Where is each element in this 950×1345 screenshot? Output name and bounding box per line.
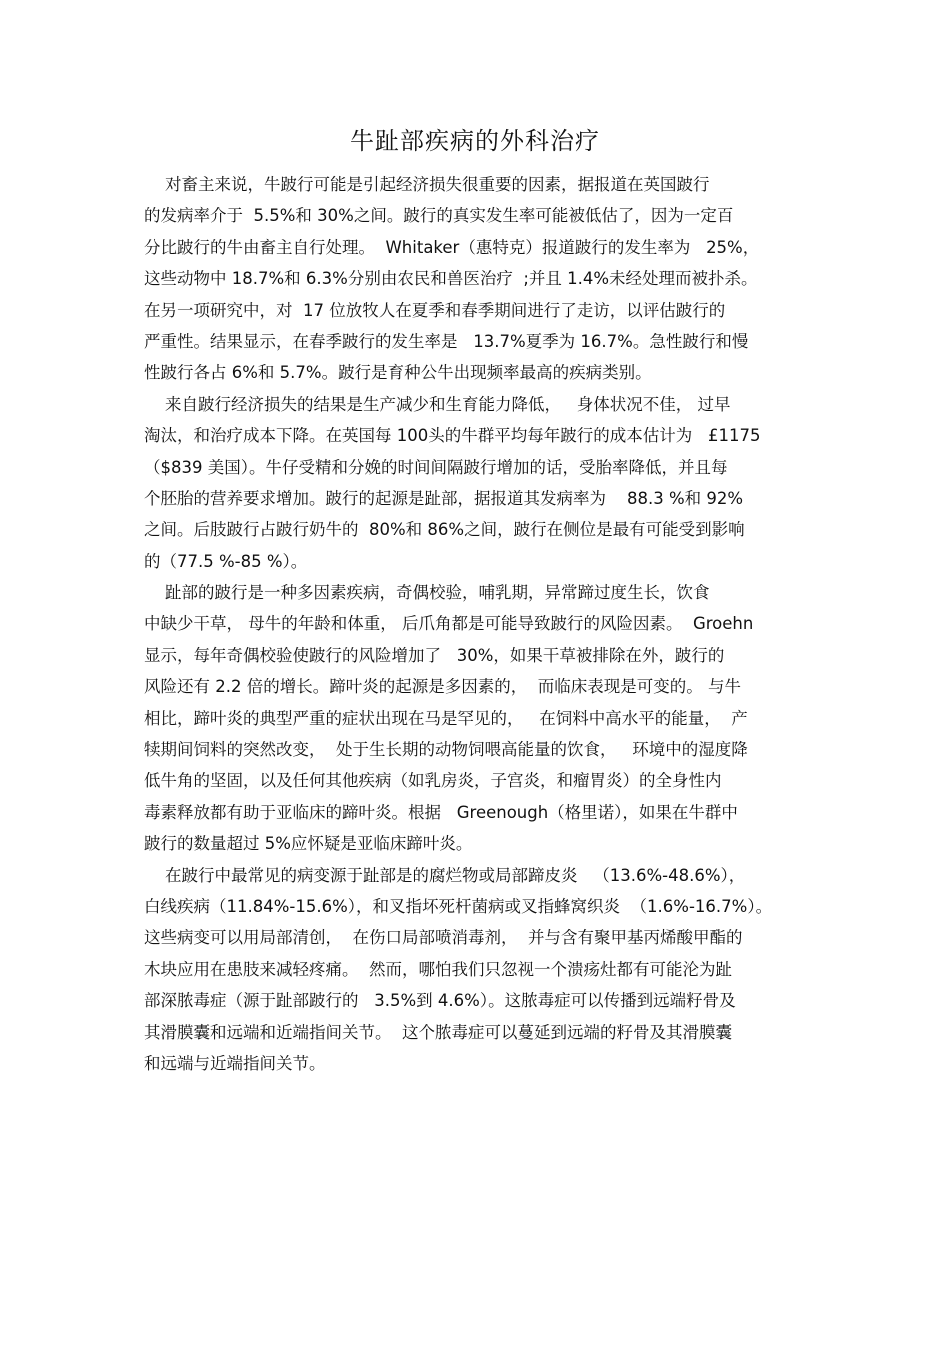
paragraph-3 [144, 577, 814, 860]
text-line: 性跛行各占 6%和 5.7%。跛行是育种公牛出现频率最高的疾病类别。 [144, 363, 652, 383]
text-line: 木块应用在患肢来减轻疼痛。 然而，哪怕我们只忽视一个溃疡灶都有可能沦为趾 [144, 959, 732, 979]
text-line: 个胚胎的营养要求增加。跛行的起源是趾部，据报道其发病率为 88.3 %和 92% [144, 488, 744, 508]
text-line: 毒素释放都有助于亚临床的蹄叶炎。根据 Greenough（格里诺），如果在牛群中 [144, 802, 738, 822]
text-line: 在另一项研究中，对 17 位放牧人在夏季和春季期间进行了走访，以评估跛行的 [144, 300, 726, 320]
text-line: 的（77.5 %-85 %）。 [144, 551, 308, 571]
paragraph-4 [144, 860, 814, 1080]
text-line: 跛行的数量超过 5%应怀疑是亚临床蹄叶炎。 [144, 834, 473, 854]
paragraph-2 [144, 389, 814, 577]
text-line: 来自跛行经济损失的结果是生产减少和生育能力降低， 身体状况不佳， 过早 [144, 394, 731, 414]
text-line: 对畜主来说，牛跛行可能是引起经济损失很重要的因素，据报道在英国跛行 [144, 175, 710, 194]
document-title: 牛趾部疾病的外科治疗 [350, 127, 600, 155]
text-line: 白线疾病（11.84%-15.6%），和叉指坏死杆菌病或叉指蜂窝织炎 （1.6%-16.7%）。 [144, 896, 773, 916]
text-line: 相比，蹄叶炎的典型严重的症状出现在马是罕见的， 在饲料中高水平的能量， 产 [144, 708, 748, 728]
text-line: 之间。后肢跛行占跛行奶牛的 80%和 86%之间，跛行在侧位是最有可能受到影响 [144, 520, 745, 540]
text-line: 其滑膜囊和远端和近端指间关节。 这个脓毒症可以蔓延到远端的籽骨及其滑膜囊 [144, 1022, 732, 1042]
text-line: 严重性。结果显示，在春季跛行的发生率是 13.7%夏季为 16.7%。急性跛行和慢 [144, 331, 749, 351]
document-body [144, 169, 814, 1079]
text-line: 的发病率介于 5.5%和 30%之间。跛行的真实发生率可能被低估了，因为一定百 [144, 206, 734, 226]
text-line: 中缺少干草， 母牛的年龄和体重， 后爪角都是可能导致跛行的风险因素。 Groehn [144, 614, 754, 634]
text-line: 淘汰，和治疗成本下降。在英国每 100头的牛群平均每年跛行的成本估计为 £1175 [144, 426, 761, 446]
text-line: 犊期间饲料的突然改变， 处于生长期的动物饲喂高能量的饮食， 环境中的湿度降 [144, 740, 748, 760]
text-line: （$839 美国）。牛仔受精和分娩的时间间隔跛行增加的话，受胎率降低，并且每 [144, 457, 728, 477]
text-line: 和远端与近端指间关节。 [144, 1053, 326, 1073]
paragraph-1 [144, 169, 814, 389]
text-line: 趾部的跛行是一种多因素疾病，奇偶校验，哺乳期，异常蹄过度生长，饮食 [144, 583, 710, 603]
text-line: 风险还有 2.2 倍的增长。蹄叶炎的起源是多因素的， 而临床表现是可变的。 与牛 [144, 677, 741, 697]
text-line: 分比跛行的牛由畜主自行处理。 Whitaker（惠特克）报道跛行的发生率为 25%， [144, 237, 760, 257]
text-line: 部深脓毒症（源于趾部跛行的 3.5%到 4.6%）。这脓毒症可以传播到远端籽骨及 [144, 991, 736, 1011]
text-line: 这些病变可以用局部清创， 在伤口局部喷消毒剂， 并与含有聚甲基丙烯酸甲酯的 [144, 928, 743, 948]
text-line: 低牛角的坚固，以及任何其他疾病（如乳房炎，子宫炎，和瘤胃炎）的全身性内 [144, 771, 722, 791]
text-line: 在跛行中最常见的病变源于趾部是的腐烂物或局部蹄皮炎 （13.6%-48.6%）， [144, 865, 746, 885]
text-line: 这些动物中 18.7%和 6.3%分别由农民和兽医治疗 ;并且 1.4%未经处理而被扑杀。 [144, 269, 758, 289]
text-line: 显示，每年奇偶校验使跛行的风险增加了 30%，如果干草被排除在外，跛行的 [144, 645, 725, 665]
